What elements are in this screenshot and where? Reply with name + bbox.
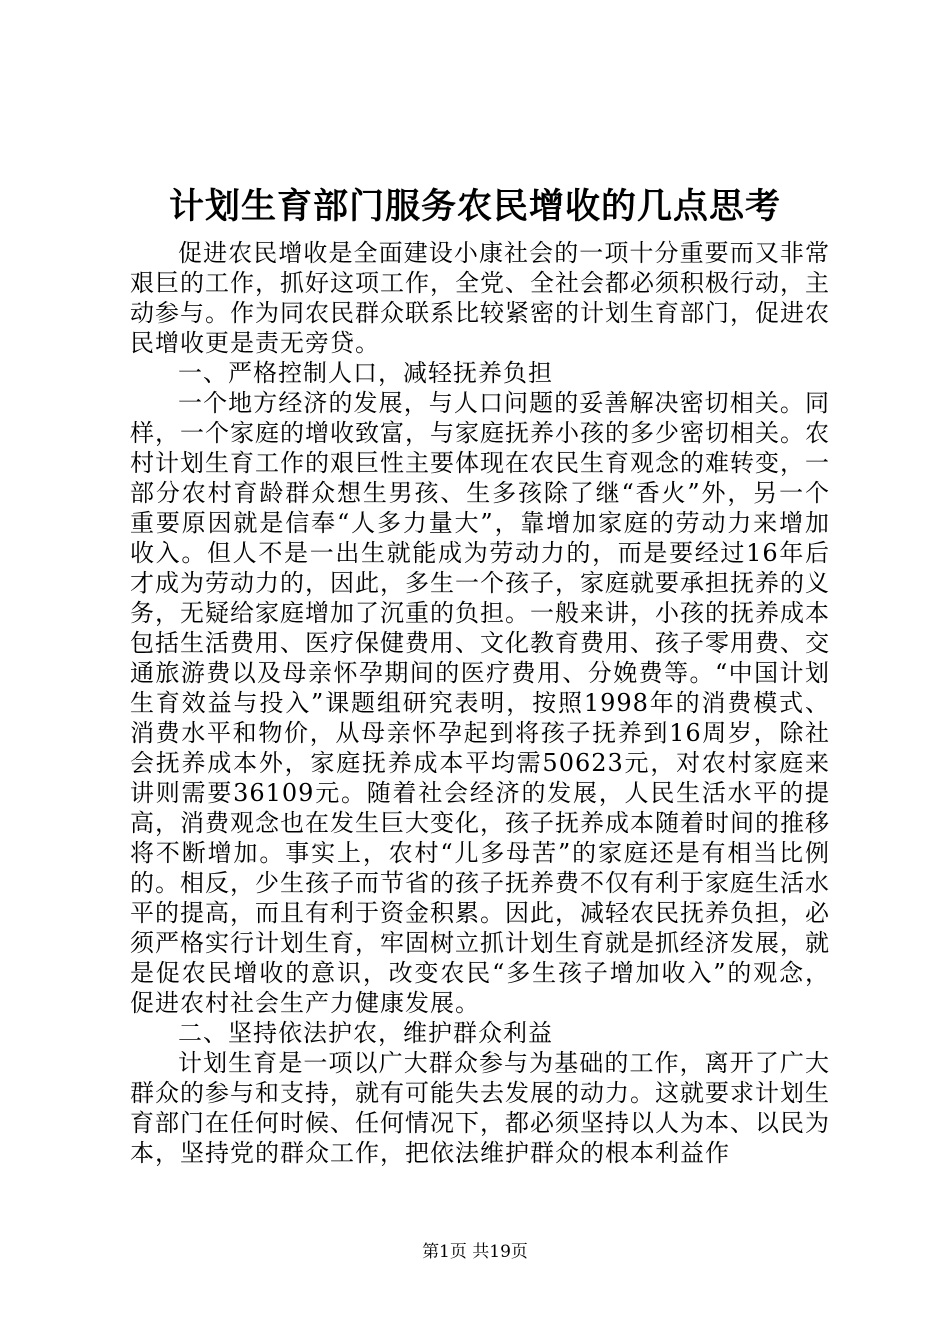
page-footer [0, 1240, 950, 1264]
intro-paragraph: 促进农民增收是全面建设小康社会的一项十分重要而又非常艰巨的工作，抓好这项工作，全党、全社会都必须积极行动，主动参与。作为同农民群众联系比较紧密的计划生育部门，促进农民增收更是责无旁贷。 [130, 239, 830, 357]
page-number: 第1页 共19页 [422, 1242, 528, 1262]
section-heading-1: 一、严格控制人口，减轻抚养负担 [178, 359, 553, 387]
document-title: 计划生育部门服务农民增收的几点思考 [168, 186, 781, 227]
section-1-paragraph: 一个地方经济的发展，与人口问题的妥善解决密切相关。同样，一个家庭的增收致富，与家庭抚养小孩的多少密切相关。农村计划生育工作的艰巨性主要体现在农民生育观念的难转变，一部分农村育龄群众想生男孩、生多孩除了继“香火”外，另一个重要原因就是信奉“人多力量大”，靠增加家庭的劳动力来增加收入。但人不是一出生就能成为劳动力的，而是要经过16年后才成为劳动力的，因此，多生一个孩子，家庭就要承担抚养的义务，无疑给家庭增加了沉重的负担。一般来讲，小孩的抚养成本包括生活费用、医疗保健费用、文化教育费用、孩子零用费、交通旅游费以及母亲怀孕期间的医疗费用、分娩费等。“中国计划生育效益与投入”课题组研究表明，按照1998年的消费模式、消费水平和物价，从母亲怀孕起到将孩子抚养到16周岁，除社会抚养成本外，家庭抚养成本平均需50623元，对农村家庭来讲则需要36109元。随着社会经济的发展，人民生活水平的提高，消费观念也在发生巨大变化，孩子抚养成本随着时间的推移将不断增加。事实上，农村“儿多母苦”的家庭还是有相当比例的。相反，少生孩子而节省的孩子抚养费不仅有利于家庭生活水平的提高，而且有利于资金积累。因此，减轻农民抚养负担，必须严格实行计划生育，牢固树立抓计划生育就是抓经济发展，就是促农民增收的意识，改变农民“多生孩子增加收入”的观念，促进农村社会生产力健康发展。 [130, 389, 830, 1017]
section-2-paragraph: 计划生育是一项以广大群众参与为基础的工作，离开了广大群众的参与和支持，就有可能失去发展的动力。这就要求计划生育部门在任何时候、任何情况下，都必须坚持以人为本、以民为本，坚持党的群众工作，把依法维护群众的根本利益作 [130, 1049, 830, 1167]
document-body [130, 238, 830, 1168]
section-heading-2: 二、坚持依法护农，维护群众利益 [178, 1019, 553, 1047]
